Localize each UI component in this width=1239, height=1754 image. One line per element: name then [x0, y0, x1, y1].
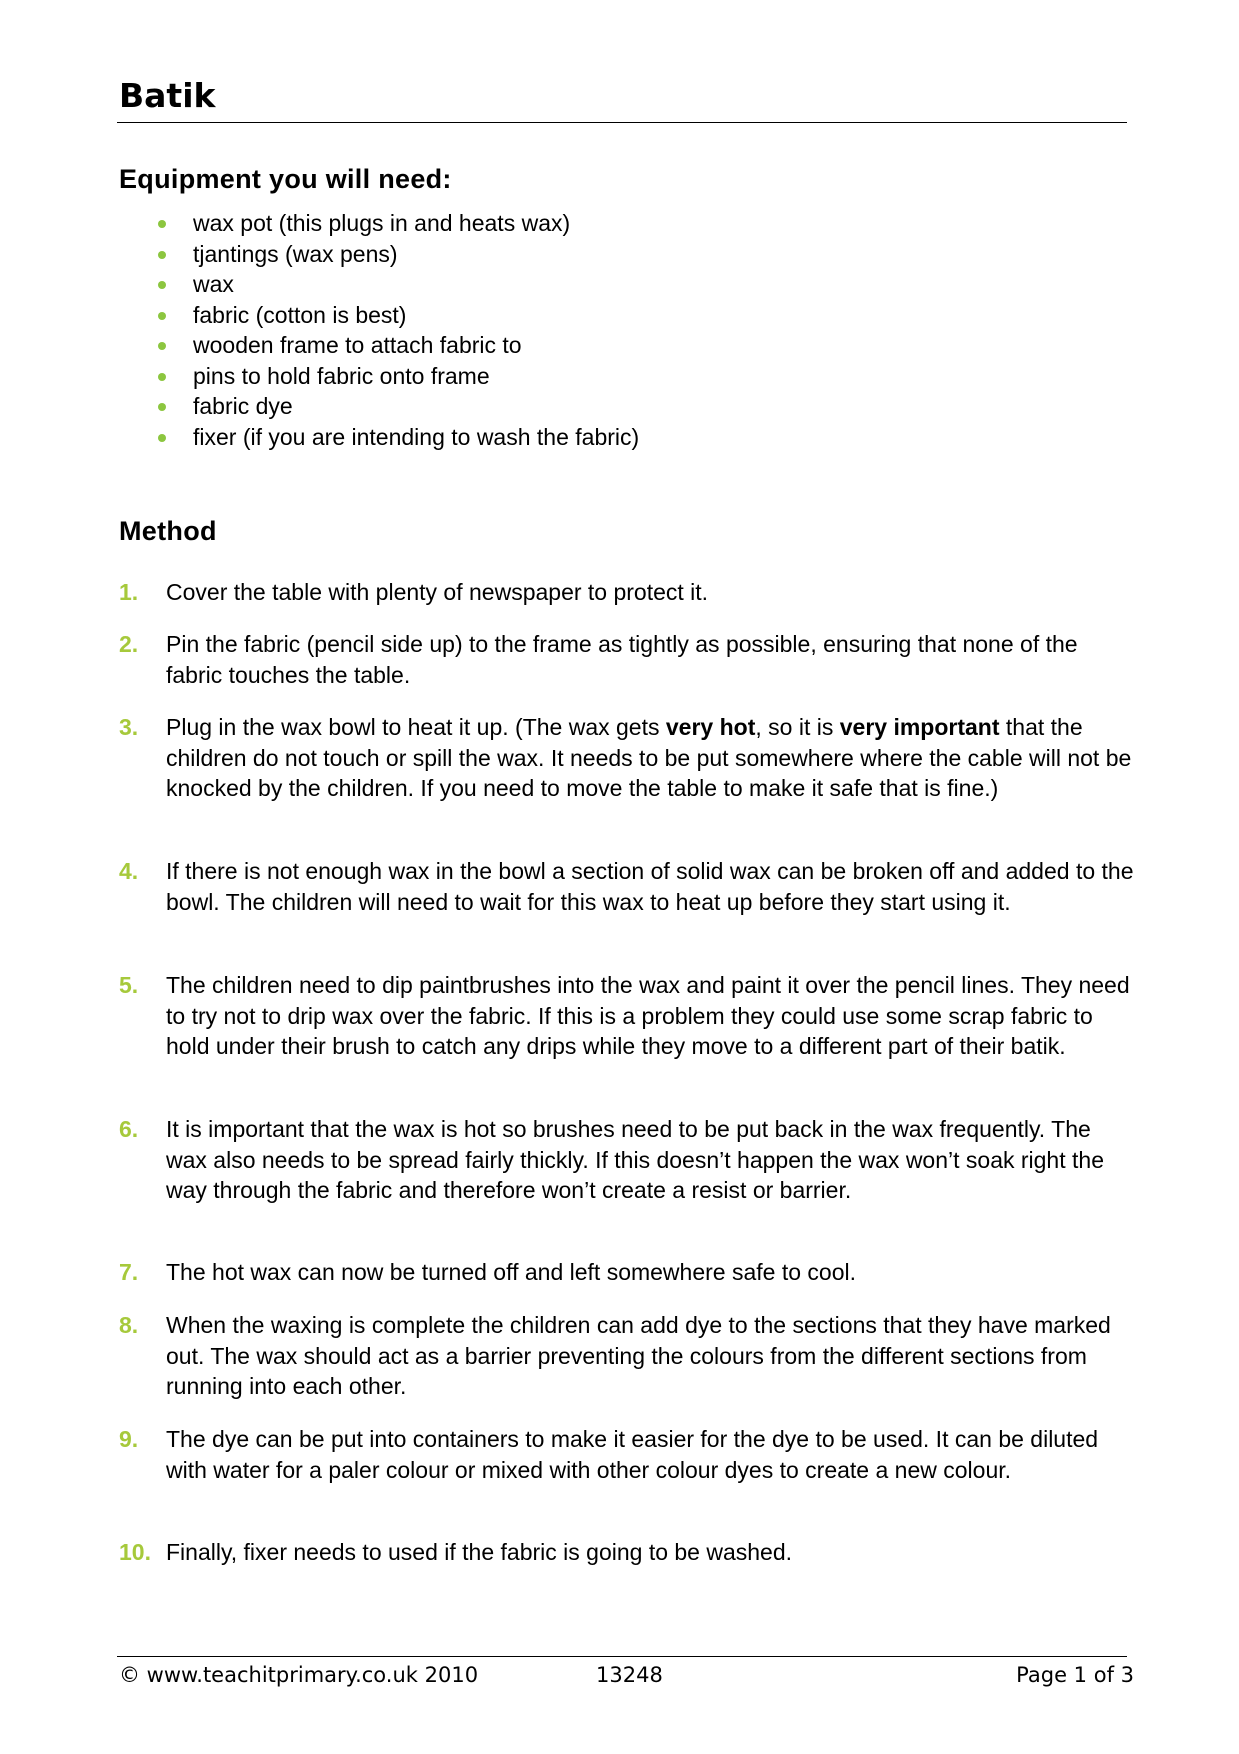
step-number: 6.: [119, 1116, 139, 1142]
step-number: 1.: [119, 579, 139, 605]
step-number: 8.: [119, 1312, 139, 1338]
bullet-icon: [158, 403, 166, 411]
step-text-part: , so it is: [755, 714, 840, 740]
step-text: The hot wax can now be turned off and left somewhere safe to cool.: [166, 1259, 856, 1285]
step-text: The dye can be put into containers to make it easier for the dye to be used. It can be diluted with water for a paler colour or mixed with other colour dyes to create a new colour.: [166, 1426, 1099, 1483]
bullet-icon: [158, 373, 166, 381]
step-text: If there is not enough wax in the bowl a section of solid wax can be broken off and added to the bowl. The children will need to wait for this wax to heat up before they start using it.: [166, 858, 1134, 915]
step-number: 10.: [119, 1539, 151, 1565]
list-item-text: pins to hold fabric onto frame: [193, 362, 490, 389]
step-number: 3.: [119, 714, 139, 740]
bullet-icon: [158, 342, 166, 350]
step-text: When the waxing is complete the children can add dye to the sections that they have marked out. The wax should act as a barrier preventing the colours from the different sections from running into each other.: [166, 1312, 1111, 1399]
bullet-icon: [158, 312, 166, 320]
step-text-part: Plug in the wax bowl to heat it up. (The wax gets: [166, 714, 666, 740]
step-number: 5.: [119, 972, 139, 998]
step-number: 9.: [119, 1426, 139, 1452]
list-item-text: fabric (cotton is best): [193, 301, 407, 328]
list-item-text: fabric dye: [193, 393, 293, 419]
document-title: Batik: [119, 76, 216, 115]
method-heading: Method: [119, 516, 217, 546]
step-number: 7.: [119, 1259, 139, 1285]
emphasis-very-important: very important: [839, 714, 1000, 740]
bullet-icon: [158, 434, 166, 442]
footer-resource-code: 13248: [596, 1663, 663, 1687]
footer-divider: [117, 1656, 1127, 1657]
step-text: Pin the fabric (pencil side up) to the frame as tightly as possible, ensuring that none of the fabric touches the table.: [166, 631, 1078, 688]
list-item-text: wax: [193, 271, 234, 297]
step-text: The children need to dip paintbrushes into the wax and paint it over the pencil lines. They need to try not to drip wax over the fabric. If this is a problem they could use some scrap fabric to hold under their brush to catch any drips while they move to a different part of their batik.: [166, 972, 1130, 1059]
list-item-text: wooden frame to attach fabric to: [193, 332, 522, 358]
step-text: Finally, fixer needs to used if the fabric is going to be washed.: [166, 1539, 793, 1565]
equipment-heading: Equipment you will need:: [119, 164, 452, 194]
list-item-text: wax pot (this plugs in and heats wax): [193, 210, 571, 236]
emphasis-very-hot: very hot: [665, 714, 756, 740]
bullet-icon: [158, 251, 166, 259]
bullet-icon: [158, 281, 166, 289]
step-text-part: that the children do not touch or spill the wax. It needs to be put somewhere where the cable will not be knocked by the children. If you need to move the table to make it safe that is fine.): [166, 714, 1132, 801]
bullet-icon: [158, 220, 166, 228]
step-text: It is important that the wax is hot so brushes need to be put back in the wax frequently. The wax also needs to be spread fairly thickly. If this doesn’t happen the wax won’t soak right the way through the fabric and therefore won’t create a resist or barrier.: [166, 1116, 1104, 1203]
footer-copyright: © www.teachitprimary.co.uk 2010: [119, 1663, 479, 1687]
title-divider: [117, 122, 1127, 123]
step-text: [166, 712, 1136, 804]
list-item-text: tjantings (wax pens): [193, 240, 398, 267]
step-number: 4.: [119, 858, 139, 884]
step-text: Cover the table with plenty of newspaper to protect it.: [166, 579, 709, 605]
list-item-text: fixer (if you are intending to wash the fabric): [193, 423, 640, 450]
step-number: 2.: [119, 631, 139, 657]
footer-page-number: Page 1 of 3: [1016, 1663, 1134, 1687]
